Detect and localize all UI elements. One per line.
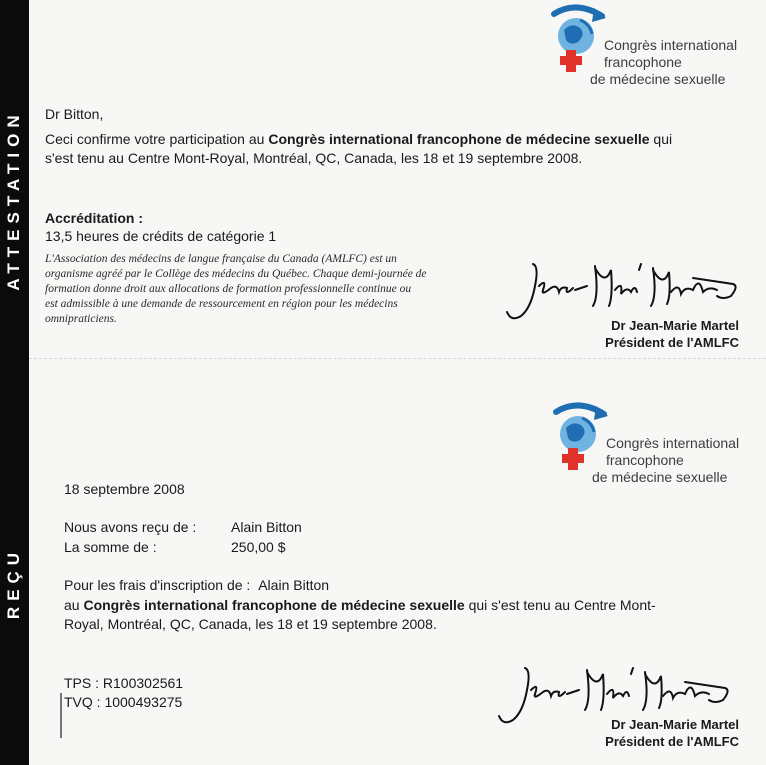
signer-block-attestation xyxy=(549,317,739,351)
tvq-number: TVQ : 1000493275 xyxy=(64,694,183,710)
receipt-date: 18 septembre 2008 xyxy=(64,481,185,497)
signer-name: Dr Jean-Marie Martel xyxy=(611,717,739,732)
body-line-2: s'est tenu au Centre Mont-Royal, Montréal, QC, Canada, les 18 et 19 septembre 2008. xyxy=(45,150,583,166)
event-prefix: au xyxy=(64,597,84,613)
event-line-2: Royal, Montréal, QC, Canada, les 18 et 19 septembre 2008. xyxy=(64,616,437,632)
received-from-value: Alain Bitton xyxy=(231,519,302,535)
receipt-event xyxy=(64,596,754,634)
pen-mark xyxy=(60,693,62,738)
note-line: omnipraticiens. xyxy=(45,313,117,325)
logo-line-1: Congrès international xyxy=(606,435,740,451)
body-prefix: Ceci confirme votre participation au xyxy=(45,131,269,147)
tps-number: TPS : R100302561 xyxy=(64,675,184,691)
accreditation-title: Accréditation : xyxy=(45,210,144,226)
logo-line-2: francophone xyxy=(606,452,684,468)
note-line: est admissible à une demande de ressourcement en région pour les médecins xyxy=(45,298,398,310)
section-divider xyxy=(29,358,766,359)
event-congress-name: Congrès international francophone de médecine sexuelle xyxy=(83,597,465,613)
amount-label: La somme de : xyxy=(64,539,157,555)
signature-attestation xyxy=(503,256,753,326)
logo-line-3: de médecine sexuelle xyxy=(592,469,728,485)
salutation: Dr Bitton, xyxy=(45,106,104,122)
fees-name: Alain Bitton xyxy=(258,577,330,593)
received-from-label: Nous avons reçu de : xyxy=(64,519,197,535)
signer-title: Président de l'AMLFC xyxy=(605,734,739,749)
side-band xyxy=(0,0,29,765)
body-congress-name: Congrès international francophone de médecine sexuelle xyxy=(268,131,650,147)
fees-line xyxy=(64,576,329,595)
event-suffix: qui s'est tenu au Centre Mont- xyxy=(464,597,656,613)
signer-title: Président de l'AMLFC xyxy=(605,335,739,350)
congress-logo-bottom xyxy=(548,402,758,487)
document-page xyxy=(29,0,766,765)
side-label-recu: REÇU xyxy=(4,546,23,620)
logo-line-2: francophone xyxy=(604,54,682,70)
logo-text xyxy=(590,37,738,88)
signer-block-receipt xyxy=(549,716,739,750)
logo-line-3: de médecine sexuelle xyxy=(590,71,726,87)
note-line: organisme agréé par le Collège des médecins du Québec. Chaque demi-journée de xyxy=(45,268,427,280)
logo-line-1: Congrès international xyxy=(604,37,738,53)
note-line: formation donne droit aux allocations de formation professionnelle continue ou xyxy=(45,283,412,295)
logo-text xyxy=(592,435,740,486)
congress-logo-top xyxy=(546,4,756,89)
accreditation-note xyxy=(45,252,475,327)
attestation-body xyxy=(45,130,705,168)
note-line: L'Association des médecins de langue française du Canada (AMLFC) est un xyxy=(45,253,397,265)
side-label-attestation: ATTESTATION xyxy=(4,109,23,291)
accreditation-value: 13,5 heures de crédits de catégorie 1 xyxy=(45,228,277,244)
body-suffix: qui xyxy=(649,131,673,147)
fees-label: Pour les frais d'inscription de : xyxy=(64,577,251,593)
signer-name: Dr Jean-Marie Martel xyxy=(611,318,739,333)
amount-value: 250,00 $ xyxy=(231,539,286,555)
globe-cross-icon xyxy=(546,4,608,74)
globe-cross-icon xyxy=(548,402,610,472)
